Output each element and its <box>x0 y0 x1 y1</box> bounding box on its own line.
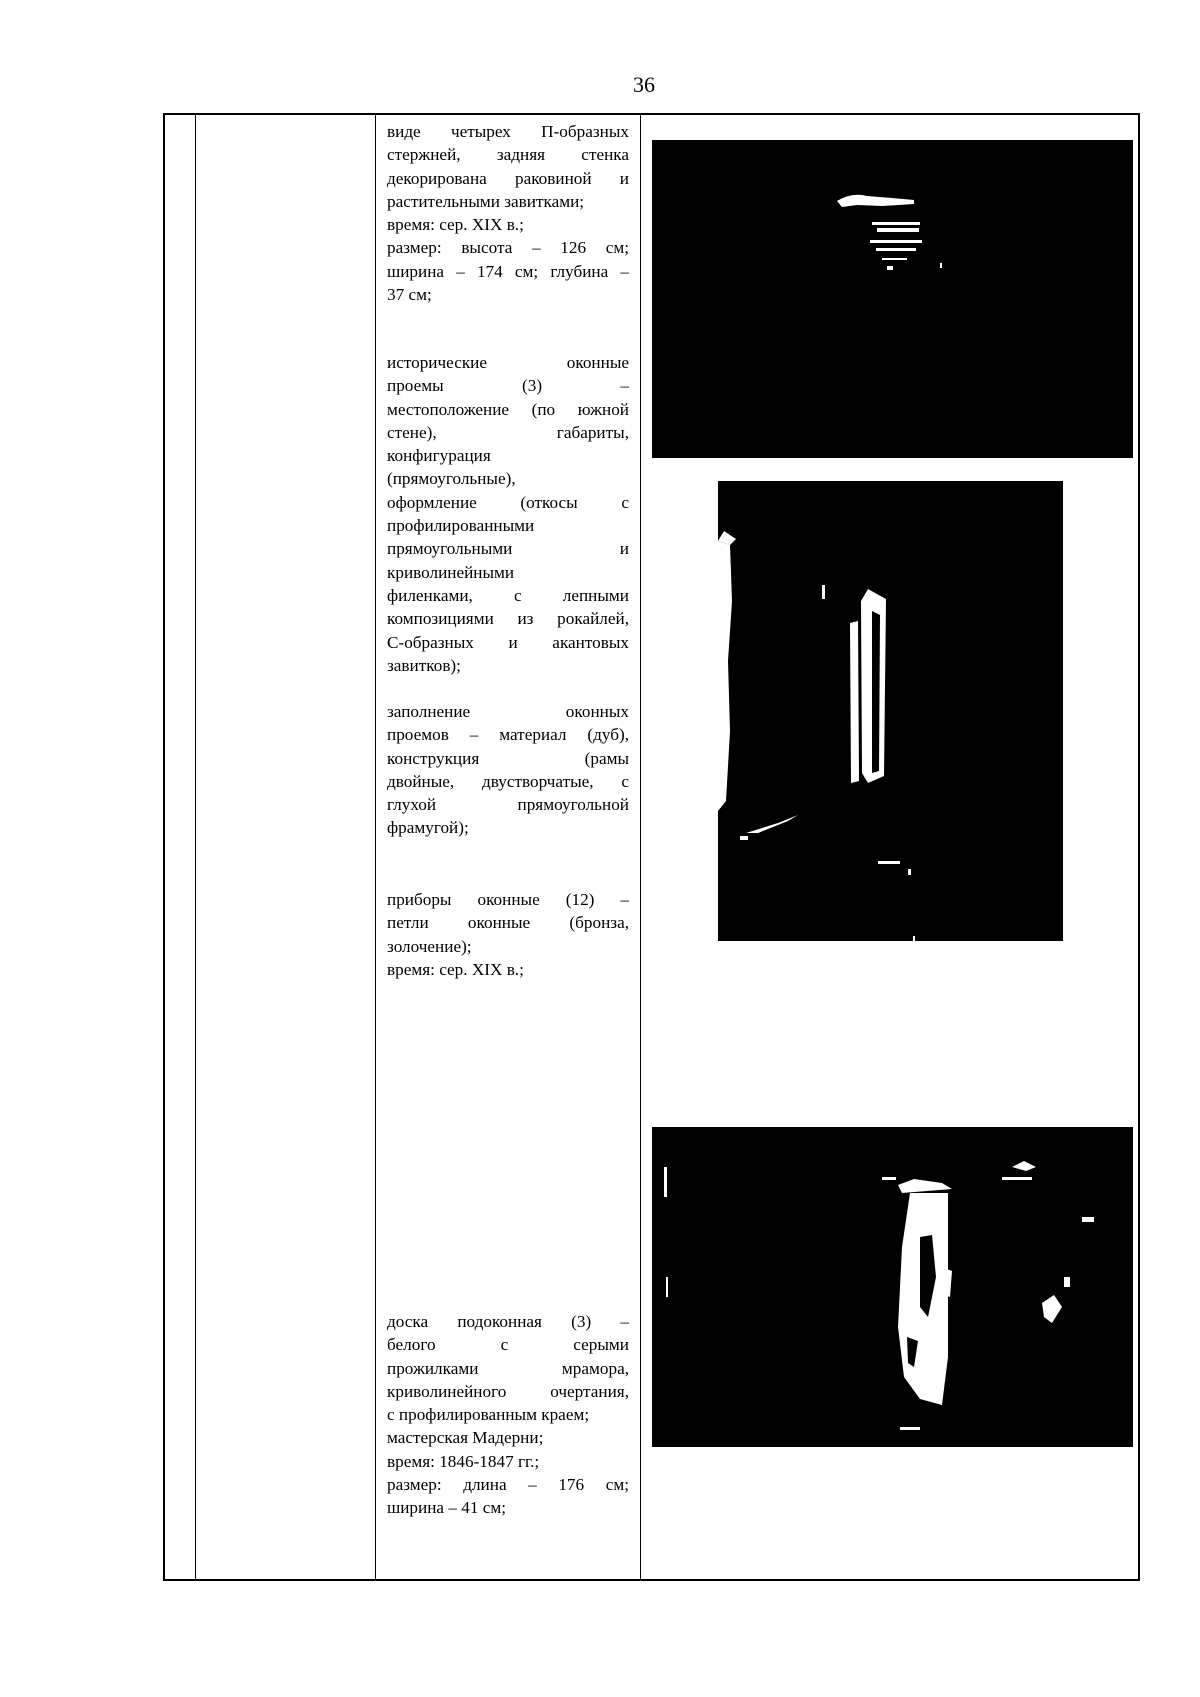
text-line: золочение); <box>387 936 472 956</box>
text-line: конструкция (рамы <box>387 748 629 768</box>
page-number: 36 <box>633 72 655 97</box>
text-line: петли оконные (бронза, <box>387 913 629 933</box>
text-line: конфигурация <box>387 446 491 466</box>
text-line: декорирована раковиной и <box>387 168 629 188</box>
text-line: двойные, двустворчатые, с <box>387 771 629 791</box>
text-line: растительными завитками; <box>387 191 585 211</box>
text-line: прямоугольными и <box>387 539 629 559</box>
text-line: белого с серыми <box>387 1335 629 1355</box>
text-line: криволинейного очертания, <box>387 1381 629 1401</box>
window-sill-photo <box>652 1127 1133 1447</box>
text-line: фрамугой); <box>387 818 469 838</box>
text-line: криволинейными <box>387 562 515 582</box>
text-line: доска подоконная (3) – <box>387 1312 629 1331</box>
furniture-photo <box>652 140 1133 458</box>
text-line: размер: длина – 176 см; <box>387 1475 629 1495</box>
text-line: филенками, с лепными <box>387 585 629 605</box>
text-line: время: 1846-1847 гг.; <box>387 1451 540 1471</box>
text-line: ширина – 174 см; глубина – <box>387 261 629 281</box>
text-line: с профилированным краем; <box>387 1405 590 1425</box>
text-line: завитков); <box>387 655 461 675</box>
text-line: приборы оконные (12) – <box>387 890 629 909</box>
text-line: заполнение оконных <box>387 702 629 721</box>
text-line: проемов – материал (дуб), <box>387 725 629 745</box>
text-line: профилированными <box>387 516 535 536</box>
text-line: прожилками мрамора, <box>387 1358 629 1378</box>
paragraph-furniture <box>387 120 629 306</box>
column-divider-2 <box>375 115 376 1579</box>
text-line: 37 см; <box>387 285 432 305</box>
text-line: исторические оконные <box>387 353 629 372</box>
text-line: время: сер. XIX в.; <box>387 215 524 235</box>
text-line: ширина – 41 см; <box>387 1498 507 1518</box>
text-line: оформление (откосы с <box>387 492 629 512</box>
column-divider-1 <box>195 115 196 1579</box>
text-line: глухой прямоугольной <box>387 795 629 815</box>
text-line: (прямоугольные), <box>387 469 516 489</box>
text-line: размер: высота – 126 см; <box>387 238 629 258</box>
text-line: композициями из рокайлей, <box>387 609 629 629</box>
paragraph-window-openings <box>387 351 629 677</box>
text-line: время: сер. XIX в.; <box>387 959 524 979</box>
text-line: мастерская Мадерни; <box>387 1428 544 1448</box>
text-line: виде четырех П-образных <box>387 122 629 141</box>
text-line: местоположение (по южной <box>387 399 629 419</box>
text-line: С-образных и акантовых <box>387 632 629 652</box>
column-divider-3 <box>640 115 641 1579</box>
paragraph-window-fittings <box>387 888 629 981</box>
paragraph-window-sill <box>387 1310 629 1520</box>
text-line: стержней, задняя стенка <box>387 145 629 165</box>
text-line: проемы (3) – <box>387 376 629 396</box>
window-photo <box>718 481 1063 941</box>
text-line: стене), габариты, <box>387 422 629 442</box>
paragraph-window-filling <box>387 700 629 840</box>
